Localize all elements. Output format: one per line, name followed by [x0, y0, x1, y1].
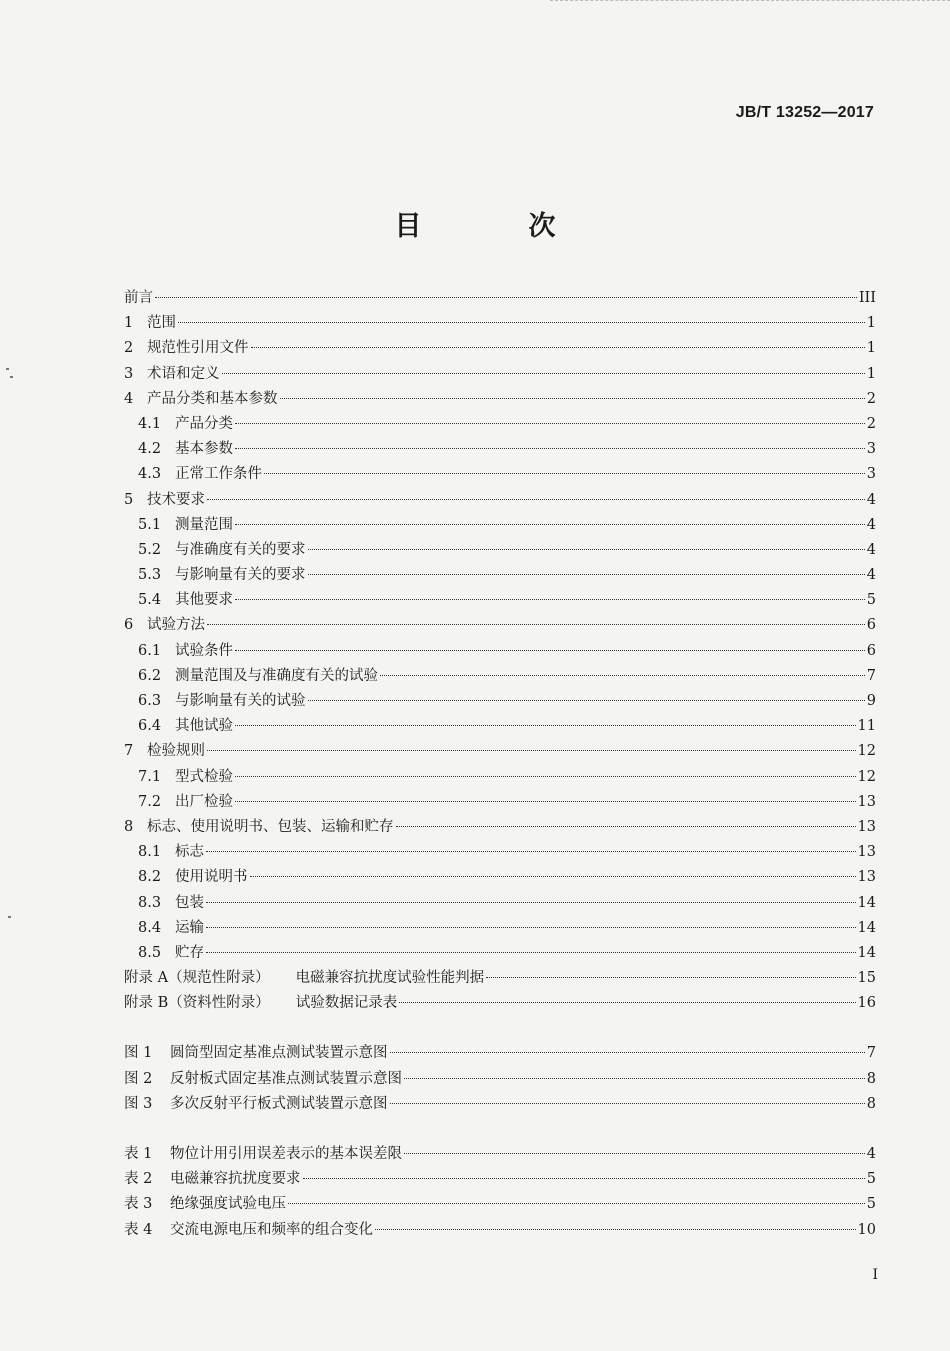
toc-entry-page: 4 [866, 541, 876, 558]
dot-leader [207, 624, 865, 625]
toc-entry-page: 4 [866, 491, 876, 508]
toc-entry-number: 5.2 [138, 541, 162, 558]
toc-entry-page: III [858, 290, 876, 306]
scan-speck [8, 916, 11, 918]
dot-leader [235, 448, 865, 449]
dot-leader [308, 700, 865, 701]
toc-entry-page: 7 [866, 1045, 876, 1062]
toc-entry-number: 3 [124, 365, 134, 382]
dot-leader [222, 373, 865, 374]
toc-entry[interactable] [124, 1167, 876, 1192]
toc-spacer [124, 1117, 876, 1142]
toc-entry-number: 附录 A（规范性附录） [124, 970, 270, 987]
toc-entry-page: 2 [866, 415, 876, 432]
dot-leader [396, 826, 856, 827]
toc-entry[interactable] [124, 1142, 876, 1167]
toc-entry-label: 标志 [175, 844, 204, 861]
toc-entry-label: 物位计用引用误差表示的基本误差限 [170, 1146, 402, 1162]
toc-entry-page: 1 [866, 315, 876, 332]
toc-entry-number: 6.2 [138, 667, 162, 684]
toc-entry-page: 4 [866, 516, 876, 533]
dot-leader [250, 876, 856, 877]
toc-entry[interactable] [124, 739, 876, 764]
toc-entry-page: 1 [866, 340, 876, 357]
dot-leader [206, 851, 856, 852]
toc-entry-page: 2 [866, 390, 876, 407]
dot-leader [155, 297, 857, 298]
dot-leader [178, 322, 865, 323]
toc-entry[interactable] [124, 412, 876, 437]
toc-entry-label: 圆筒型固定基准点测试装置示意图 [170, 1045, 388, 1062]
dot-leader [375, 1229, 856, 1230]
toc-entry[interactable] [124, 941, 876, 966]
toc-entry-number: 5.1 [138, 516, 162, 533]
table-of-contents [124, 286, 876, 1243]
toc-entry-label: 反射板式固定基准点测试装置示意图 [170, 1070, 402, 1087]
dot-leader [251, 347, 865, 348]
toc-entry-label: 产品分类和基本参数 [147, 390, 278, 407]
toc-entry-label: 贮存 [175, 944, 204, 961]
dot-leader [235, 650, 865, 651]
toc-entry-page: 14 [857, 944, 876, 961]
toc-entry[interactable] [124, 462, 876, 487]
toc-entry[interactable] [124, 840, 876, 865]
toc-entry-number: 5.3 [138, 567, 162, 584]
toc-entry-number: 8.2 [138, 869, 162, 886]
toc-entry-number: 6.4 [138, 718, 162, 735]
toc-entry-label: 使用说明书 [175, 869, 248, 886]
toc-table-list [124, 1142, 876, 1243]
toc-entry-number: 4.3 [138, 466, 162, 483]
toc-entry[interactable] [124, 362, 876, 387]
dot-leader [235, 725, 856, 726]
toc-entry[interactable] [124, 891, 876, 916]
toc-entry[interactable] [124, 790, 876, 815]
toc-entry[interactable] [124, 563, 876, 588]
toc-entry-number: 图 3 [124, 1095, 153, 1112]
toc-entry-page: 11 [857, 718, 876, 735]
toc-entry[interactable] [124, 1192, 876, 1217]
dot-leader [288, 1203, 865, 1204]
toc-entry-label: 其他试验 [175, 718, 233, 735]
toc-entry-page: 12 [857, 768, 876, 785]
toc-entry[interactable] [124, 664, 876, 689]
toc-entry-page: 13 [857, 793, 876, 810]
toc-entry-page: 1 [866, 365, 876, 382]
toc-entry-number: 4 [124, 390, 134, 407]
toc-entry-label: 试验方法 [147, 617, 205, 634]
toc-entry[interactable] [124, 1041, 876, 1066]
toc-entry-number: 8 [124, 818, 134, 835]
toc-entry-page: 14 [857, 919, 876, 936]
toc-entry-number: 2 [124, 340, 134, 357]
toc-entry-page: 13 [857, 844, 876, 861]
dot-leader [235, 801, 856, 802]
toc-entry-label: 正常工作条件 [175, 466, 262, 483]
toc-entry-label: 绝缘强度试验电压 [170, 1196, 286, 1213]
toc-entry-number: 8.4 [138, 919, 162, 936]
toc-entry-number: 6.3 [138, 693, 162, 709]
toc-entry-label: 电磁兼容抗扰度试验性能判据 [295, 970, 485, 987]
toc-entry-number: 4.1 [138, 415, 162, 432]
toc-entry-number: 表 2 [124, 1171, 153, 1188]
toc-entry-label: 多次反射平行板式测试装置示意图 [170, 1095, 388, 1112]
dot-leader [399, 1002, 855, 1003]
toc-entry[interactable] [124, 513, 876, 538]
dot-leader [235, 423, 865, 424]
toc-entry-label: 范围 [147, 315, 176, 332]
toc-entry-page: 5 [866, 592, 876, 609]
toc-entry-page: 4 [866, 567, 876, 584]
toc-figure-list [124, 1041, 876, 1117]
toc-entry-label: 试验数据记录表 [295, 995, 398, 1012]
toc-section-list [124, 286, 876, 1016]
toc-entry-label: 运输 [175, 919, 204, 936]
toc-entry-label: 测量范围 [175, 516, 233, 533]
toc-entry-page: 6 [866, 642, 876, 659]
toc-entry-number: 5 [124, 491, 134, 508]
toc-entry[interactable] [124, 1218, 876, 1243]
toc-entry-label: 型式检验 [175, 768, 233, 785]
toc-entry[interactable] [124, 865, 876, 890]
toc-entry-number: 6.1 [138, 642, 162, 659]
dot-leader [308, 574, 865, 575]
toc-entry-page: 14 [857, 894, 876, 911]
dot-leader [206, 927, 856, 928]
toc-entry-page: 13 [857, 818, 876, 835]
dot-leader [280, 398, 865, 399]
toc-entry-page: 10 [857, 1221, 876, 1238]
dot-leader [264, 473, 865, 474]
standard-number: JB/T 13252—2017 [735, 104, 874, 121]
dot-leader [235, 524, 865, 525]
toc-entry[interactable] [124, 689, 876, 714]
toc-entry-number: 8.1 [138, 844, 162, 861]
toc-entry[interactable] [124, 588, 876, 613]
scan-speck [6, 368, 9, 370]
toc-entry[interactable] [124, 437, 876, 462]
toc-entry-label: 交流电源电压和频率的组合变化 [170, 1221, 373, 1238]
toc-entry-number: 表 1 [124, 1146, 153, 1162]
toc-entry-number: 5.4 [138, 592, 162, 609]
toc-entry[interactable] [124, 714, 876, 739]
dot-leader [390, 1103, 865, 1104]
toc-entry-label: 电磁兼容抗扰度要求 [170, 1171, 301, 1188]
toc-entry[interactable] [124, 1092, 876, 1117]
toc-entry-page: 3 [866, 441, 876, 458]
dot-leader [235, 599, 865, 600]
toc-entry-label: 标志、使用说明书、包装、运输和贮存 [147, 818, 394, 835]
toc-entry[interactable] [124, 639, 876, 664]
toc-entry-page: 15 [857, 970, 876, 987]
dot-leader [486, 977, 855, 978]
toc-entry-number: 7.2 [138, 793, 162, 810]
toc-spacer [124, 1016, 876, 1041]
toc-entry-number: 7 [124, 743, 134, 760]
toc-entry-page: 13 [857, 869, 876, 886]
scan-edge-line [550, 0, 950, 3]
toc-entry-page: 12 [857, 743, 876, 760]
toc-entry-label: 术语和定义 [147, 365, 220, 382]
toc-entry[interactable] [124, 538, 876, 563]
toc-entry-page: 16 [857, 995, 876, 1012]
toc-entry-label: 检验规则 [147, 743, 205, 760]
toc-entry-page: 9 [866, 693, 876, 709]
toc-entry-page: 6 [866, 617, 876, 634]
toc-entry-page: 5 [866, 1196, 876, 1213]
scan-speck [10, 376, 13, 378]
dot-leader [380, 675, 865, 676]
toc-entry-label: 出厂检验 [175, 793, 233, 810]
toc-entry-label: 与影响量有关的要求 [175, 567, 306, 584]
toc-entry-page: 8 [866, 1070, 876, 1087]
toc-entry[interactable] [124, 815, 876, 840]
dot-leader [308, 549, 865, 550]
toc-entry-number: 附录 B（资料性附录） [124, 995, 270, 1012]
dot-leader [404, 1153, 865, 1154]
toc-entry-page: 3 [866, 466, 876, 483]
toc-entry-label: 测量范围及与准确度有关的试验 [175, 667, 378, 684]
page-title: 目 次 [394, 211, 596, 242]
toc-entry-number: 图 1 [124, 1045, 153, 1062]
toc-entry[interactable] [124, 336, 876, 361]
dot-leader [404, 1078, 865, 1079]
toc-entry-label: 其他要求 [175, 592, 233, 609]
toc-entry[interactable] [124, 387, 876, 412]
toc-entry[interactable] [124, 613, 876, 638]
toc-entry-label: 包装 [175, 894, 204, 911]
toc-entry[interactable] [124, 488, 876, 513]
toc-entry[interactable] [124, 286, 876, 311]
toc-entry-label: 试验条件 [175, 642, 233, 659]
toc-entry-number: 7.1 [138, 768, 162, 785]
toc-entry[interactable] [124, 311, 876, 336]
dot-leader [390, 1052, 865, 1053]
toc-entry-number: 6 [124, 617, 134, 634]
toc-entry-number: 表 4 [124, 1221, 153, 1238]
toc-entry-label: 与准确度有关的要求 [175, 541, 306, 558]
toc-entry-number: 1 [124, 315, 134, 332]
dot-leader [303, 1178, 865, 1179]
toc-entry-number: 8.3 [138, 894, 162, 911]
toc-entry[interactable] [124, 966, 876, 991]
dot-leader [207, 499, 865, 500]
toc-entry-label: 技术要求 [147, 491, 205, 508]
toc-entry-label: 规范性引用文件 [147, 340, 249, 357]
toc-entry-number: 图 2 [124, 1070, 153, 1087]
toc-entry-number: 8.5 [138, 944, 162, 961]
toc-entry-page: 8 [866, 1095, 876, 1112]
toc-entry-page: 7 [866, 667, 876, 684]
toc-entry-label: 前言 [124, 290, 153, 306]
toc-entry[interactable] [124, 765, 876, 790]
toc-entry[interactable] [124, 916, 876, 941]
toc-entry[interactable] [124, 1067, 876, 1092]
dot-leader [206, 952, 856, 953]
dot-leader [207, 750, 856, 751]
dot-leader [235, 776, 856, 777]
toc-entry[interactable] [124, 991, 876, 1016]
toc-entry-number: 表 3 [124, 1196, 153, 1213]
toc-entry-label: 产品分类 [175, 415, 233, 432]
toc-entry-label: 与影响量有关的试验 [175, 693, 306, 709]
toc-entry-page: 5 [866, 1171, 876, 1188]
toc-entry-label: 基本参数 [175, 441, 233, 458]
toc-entry-page: 4 [866, 1146, 876, 1162]
page-number: I [872, 1267, 878, 1283]
toc-entry-number: 4.2 [138, 441, 162, 458]
dot-leader [206, 902, 856, 903]
